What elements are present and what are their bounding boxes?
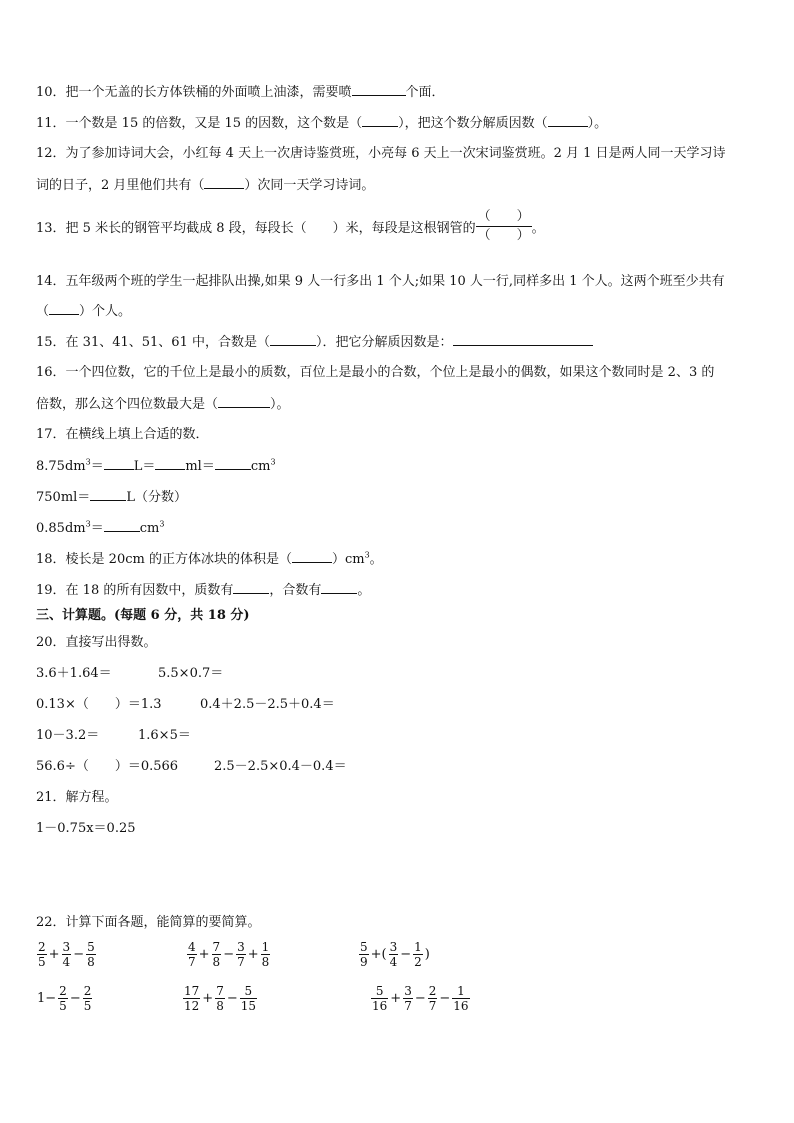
operator: − xyxy=(226,991,238,1006)
operator: + xyxy=(198,947,210,962)
denominator: 12 xyxy=(184,999,200,1013)
q12-end: ）次同一天学习诗词。 xyxy=(244,178,375,193)
q18-end: 。 xyxy=(369,552,383,567)
operator: − xyxy=(400,947,412,962)
q18-text: 18．棱长是 20cm 的正方体冰块的体积是（ xyxy=(36,552,292,567)
q16-text: 倍数，那么这个四位数最大是（ xyxy=(36,397,219,412)
q17-text: L（分数） xyxy=(126,490,187,505)
operator: + xyxy=(390,991,402,1006)
q10-end: 个面． xyxy=(405,85,445,100)
numerator: 2 xyxy=(38,940,46,954)
denominator: 7 xyxy=(404,999,412,1013)
superscript: 3 xyxy=(364,550,370,560)
answer-blank[interactable] xyxy=(155,457,185,470)
answer-blank[interactable] xyxy=(362,114,398,127)
superscript: 3 xyxy=(270,457,276,467)
q17-text: ＝ xyxy=(90,521,104,536)
q19-text: 19．在 18 的所有因数中，质数有 xyxy=(36,583,234,598)
question-13 xyxy=(36,208,545,245)
denominator: 16 xyxy=(372,999,388,1013)
fraction xyxy=(452,984,469,1013)
numerator: 3 xyxy=(404,984,412,998)
q11-text: 11．一个数是 15 的倍数，又是 15 的因数，这个数是（ xyxy=(36,116,363,131)
question-12-line2 xyxy=(36,176,374,195)
fraction xyxy=(261,940,271,969)
q15-text-2: ）．把它分解质因数是： xyxy=(315,335,453,350)
denominator: 5 xyxy=(83,999,92,1013)
q13-end: 。 xyxy=(531,221,545,236)
fraction xyxy=(62,940,72,969)
denominator: 15 xyxy=(240,999,257,1013)
question-16-line1: 16．一个四位数，它的千位上是最小的质数，百位上是最小的合数，个位上是最小的偶数，如果这个数同时是 2、3 的 xyxy=(36,365,715,380)
fraction xyxy=(86,940,96,969)
numerator: 17 xyxy=(184,984,200,998)
q19-end: 。 xyxy=(357,583,371,598)
superscript: 3 xyxy=(85,457,91,467)
question-18 xyxy=(36,550,383,569)
operator: + xyxy=(202,991,214,1006)
superscript: 3 xyxy=(159,519,165,529)
numerator: 4 xyxy=(188,940,196,954)
q17-text: L＝ xyxy=(133,459,156,474)
denominator: 8 xyxy=(261,955,270,969)
numerator: 1 xyxy=(414,940,422,954)
q18-text: ）cm xyxy=(331,552,365,567)
q17-text: cm xyxy=(250,459,271,474)
question-17-row1 xyxy=(36,457,276,476)
q11-text-2: ），把这个数分解质因数（ xyxy=(398,116,548,131)
fraction xyxy=(58,984,68,1013)
answer-blank[interactable] xyxy=(453,333,593,346)
answer-blank[interactable] xyxy=(321,581,357,594)
answer-blank[interactable] xyxy=(548,114,588,127)
q22-expr-4 xyxy=(36,984,93,1013)
operator: − xyxy=(69,991,81,1006)
answer-blank[interactable] xyxy=(104,457,134,470)
fraction-answer[interactable] xyxy=(476,208,532,245)
numerator: 7 xyxy=(212,940,221,954)
fraction xyxy=(183,984,200,1013)
denominator: 8 xyxy=(212,955,221,969)
numerator: 5 xyxy=(375,984,384,998)
numerator: 1 xyxy=(457,984,465,998)
superscript: 3 xyxy=(85,519,91,529)
fraction xyxy=(187,940,197,969)
q20-row1-left: 3.6＋1.64＝ xyxy=(36,666,112,681)
operator: − xyxy=(73,947,85,962)
question-12-line1: 12．为了参加诗词大会，小红每 4 天上一次唐诗鉴赏班，小亮每 6 天上一次宋词鉴赏班。2 月 1 日是两人同一天学习诗 xyxy=(36,146,726,161)
operator: 1− xyxy=(37,991,57,1006)
fraction xyxy=(359,940,369,969)
q15-text: 15．在 31、41、51、61 中，合数是（ xyxy=(36,335,270,350)
denominator: 5 xyxy=(59,999,67,1013)
q12-text: 词的日子，2 月里他们共有（ xyxy=(36,178,205,193)
operator: +( xyxy=(370,947,387,962)
q22-expr-1 xyxy=(36,940,97,969)
operator: + xyxy=(48,947,60,962)
denominator: 2 xyxy=(414,955,422,969)
fraction xyxy=(413,940,423,969)
answer-blank[interactable] xyxy=(49,302,79,315)
denominator: 9 xyxy=(360,955,368,969)
answer-blank[interactable] xyxy=(292,550,332,563)
q22-expr-4-body xyxy=(57,984,93,1013)
q20-row2-right: 0.4＋2.5－2.5＋0.4＝ xyxy=(200,697,335,712)
q22-expr-6 xyxy=(370,984,471,1013)
q17-text: cm xyxy=(139,521,160,536)
fraction xyxy=(240,984,257,1013)
q17-text: ml＝ xyxy=(185,459,215,474)
denominator: 7 xyxy=(428,999,437,1013)
fraction xyxy=(428,984,438,1013)
answer-blank[interactable] xyxy=(218,395,270,408)
fraction xyxy=(83,984,93,1013)
q20-row2-left: 0.13×（ ）＝1.3 xyxy=(36,697,162,712)
numerator: 2 xyxy=(83,984,92,998)
denominator: 4 xyxy=(389,955,398,969)
answer-blank[interactable] xyxy=(270,333,316,346)
question-17-title: 17．在横线上填上合适的数． xyxy=(36,427,209,442)
q14-end: ）个人。 xyxy=(79,304,132,319)
question-20-title: 20．直接写出得数。 xyxy=(36,635,157,650)
question-14-line2 xyxy=(36,302,131,321)
denominator: 8 xyxy=(87,955,95,969)
denominator: 16 xyxy=(453,999,469,1013)
numerator: 7 xyxy=(216,984,224,998)
q13-text: 13．把 5 米长的钢管平均截成 8 段，每段长（ ）米，每段是这根钢管的 xyxy=(36,221,476,236)
section-heading: 三、计算题。(每题 6 分，共 18 分) xyxy=(36,608,250,623)
question-14-line1: 14．五年级两个班的学生一起排队出操,如果 9 人一行多出 1 个人;如果 10 人一行,同样多出 1 个人。这两个班至少共有 xyxy=(36,274,725,289)
q11-end: ）。 xyxy=(587,116,608,131)
denominator: 4 xyxy=(62,955,71,969)
numerator: 5 xyxy=(244,984,253,998)
question-22-title: 22．计算下面各题，能简算的要简算。 xyxy=(36,915,261,930)
question-17-row3 xyxy=(36,519,164,538)
operator: − xyxy=(439,991,451,1006)
operator: − xyxy=(223,947,235,962)
q10-text: 10．把一个无盖的长方体铁桶的外面喷上油漆，需要喷 xyxy=(36,85,352,100)
q20-row4-right: 2.5－2.5×0.4－0.4＝ xyxy=(214,759,347,774)
q22-expr-2 xyxy=(186,940,271,969)
numerator: 1 xyxy=(261,940,270,954)
q20-row3-right: 1.6×5＝ xyxy=(138,728,191,743)
fraction xyxy=(371,984,388,1013)
fraction xyxy=(37,940,47,969)
q14-text: （ xyxy=(36,304,50,319)
question-17-row2 xyxy=(36,488,187,507)
q16-end: ）。 xyxy=(270,397,290,412)
fraction xyxy=(236,940,246,969)
operator: ) xyxy=(424,947,430,962)
q22-expr-5 xyxy=(182,984,258,1013)
q17-text: 750ml＝ xyxy=(36,490,91,505)
numerator: 5 xyxy=(360,940,368,954)
denominator: 8 xyxy=(216,999,224,1013)
numerator: 3 xyxy=(62,940,71,954)
q22-expr-3 xyxy=(358,940,431,969)
q21-equation: 1－0.75x＝0.25 xyxy=(36,821,136,836)
answer-blank[interactable] xyxy=(352,83,406,96)
q17-text: 0.85dm xyxy=(36,521,86,536)
fraction-denominator: （ ） xyxy=(477,228,530,243)
fraction xyxy=(403,984,413,1013)
numerator: 3 xyxy=(389,940,398,954)
q20-row3-left: 10－3.2＝ xyxy=(36,728,100,743)
numerator: 2 xyxy=(59,984,67,998)
denominator: 7 xyxy=(237,955,245,969)
fraction-numerator: （ ） xyxy=(477,209,530,224)
answer-blank[interactable] xyxy=(233,581,269,594)
denominator: 7 xyxy=(188,955,196,969)
numerator: 3 xyxy=(237,940,245,954)
question-15 xyxy=(36,333,593,352)
question-16-line2 xyxy=(36,395,290,414)
denominator: 5 xyxy=(38,955,46,969)
answer-blank[interactable] xyxy=(204,176,244,189)
question-19 xyxy=(36,581,370,600)
q17-text: ＝ xyxy=(90,459,104,474)
q17-text: 8.75dm xyxy=(36,459,86,474)
q20-row1-right: 5.5×0.7＝ xyxy=(158,666,224,681)
question-11 xyxy=(36,114,607,133)
answer-blank[interactable] xyxy=(90,488,126,501)
answer-blank[interactable] xyxy=(104,519,140,532)
fraction xyxy=(215,984,225,1013)
question-10 xyxy=(36,83,445,102)
question-21-title: 21．解方程。 xyxy=(36,790,118,805)
q19-text: ，合数有 xyxy=(269,583,322,598)
q20-row4-left: 56.6÷（ ）＝0.566 xyxy=(36,759,179,774)
fraction xyxy=(212,940,222,969)
answer-blank[interactable] xyxy=(215,457,251,470)
numerator: 2 xyxy=(428,984,437,998)
operator: + xyxy=(247,947,259,962)
operator: − xyxy=(414,991,426,1006)
numerator: 5 xyxy=(87,940,95,954)
fraction xyxy=(389,940,399,969)
